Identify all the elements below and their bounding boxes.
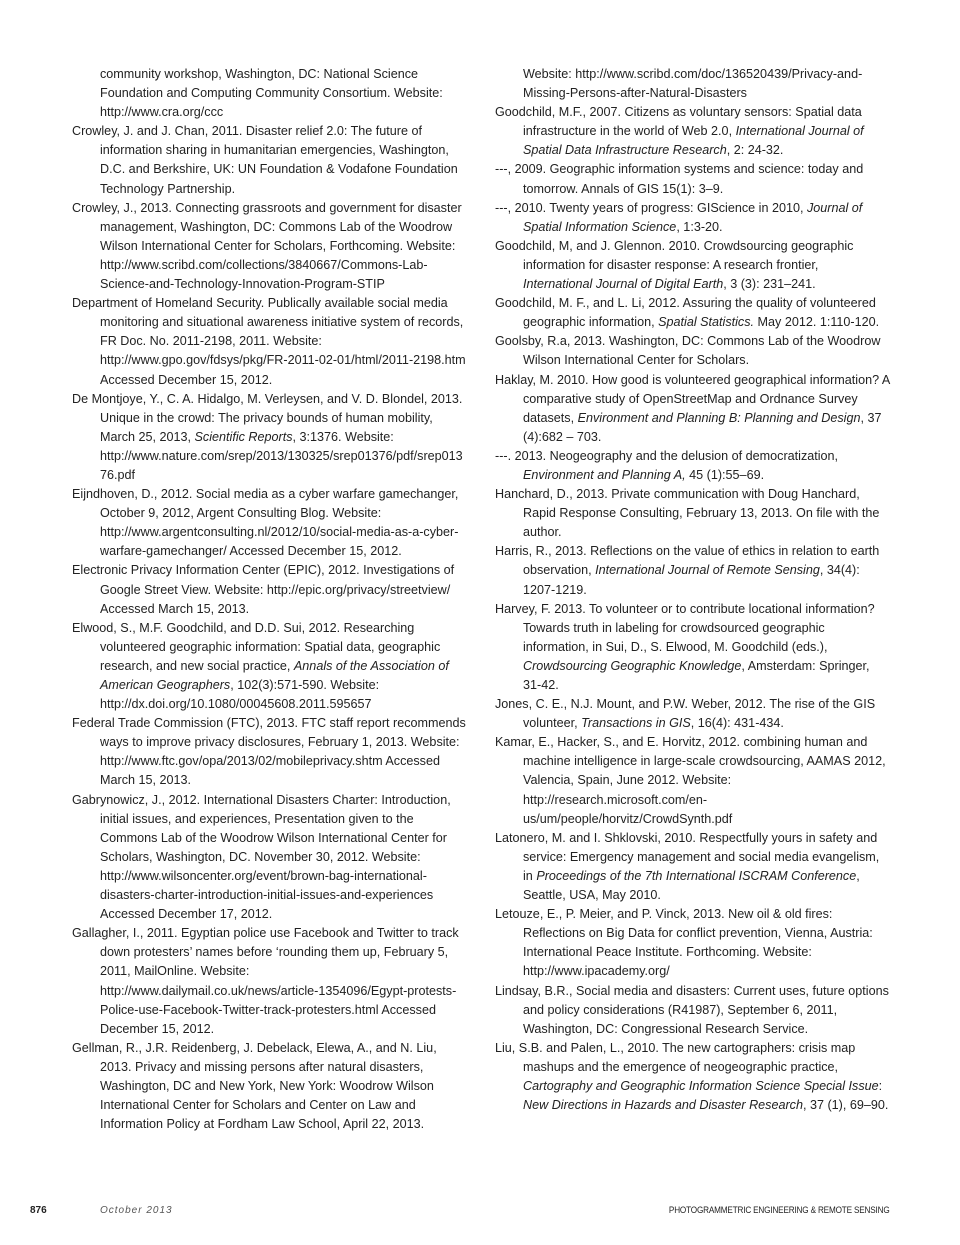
reference-text: Elwood, S., M.F. Goodchild, and D.D. Sui, 2012. Researching volunteered geographic information: Spatial data, geographic research, and new social practice, — [72, 620, 441, 673]
reference-column-right — [495, 65, 891, 1115]
reference-text: Department of Homeland Security. Publically available social media monitoring and situational awareness initiative system of records, FR Doc. No. 2011-2198, 2011. Website: http://www.gpo.gov/fdsys/pkg/FR-2011-02-01/html/2011-2198.htm Accessed December 15, 2012. — [72, 296, 466, 387]
reference-text: community workshop, Washington, DC: National Science Foundation and Computing Community Consortium. Website: http://www.cra.org/ccc — [100, 67, 443, 120]
reference-entry — [495, 829, 891, 905]
reference-title-italic: Spatial Statistics. — [658, 315, 755, 330]
reference-title-italic: Environment and Planning A, — [523, 467, 686, 482]
reference-entry — [72, 561, 468, 618]
reference-title-italic: International Journal of Remote Sensing — [595, 563, 820, 578]
reference-text: Liu, S.B. and Palen, L., 2010. The new cartographers: crisis map mashups and the emergence of neogeographic practice, — [495, 1040, 856, 1074]
reference-title-italic: Crowdsourcing Geographic Knowledge — [523, 658, 742, 673]
reference-entry — [72, 619, 468, 714]
reference-entry — [72, 65, 468, 122]
reference-title-italic: Transactions in GIS — [581, 716, 691, 731]
reference-entry — [72, 714, 468, 790]
reference-entry — [495, 695, 891, 733]
reference-entry — [495, 733, 891, 828]
reference-entry — [72, 199, 468, 294]
reference-text: ---, 2009. Geographic information systems and science: today and tomorrow. Annals of GIS 15(1): 3–9. — [495, 162, 864, 196]
reference-text: Federal Trade Commission (FTC), 2013. FTC staff report recommends ways to improve privacy disclosures, February 1, 2013. Website: http://www.ftc.gov/opa/2013/02/mobileprivacy.shtm Accessed March 15, 2013. — [72, 716, 466, 788]
reference-entry — [495, 65, 891, 103]
reference-text: , 37 (1), 69–90. — [802, 1098, 889, 1113]
reference-text: , 34(4): 1207-1219. — [523, 563, 860, 597]
reference-text: Gallagher, I., 2011. Egyptian police use Facebook and Twitter to track down protesters’ names before ‘rounding them up, February 5, 2011, MailOnline. Website: http://www.dailymail.co.uk/news/article-1354096/Egypt-protests-Police-use-Facebook-Twitter-track-protesters.html Accessed December 15, 2012. — [72, 926, 459, 1036]
reference-text: Latonero, M. and I. Shklovski, 2010. Respectfully yours in safety and service: Emergency management and social media evangelism, in — [495, 830, 880, 883]
reference-entry — [495, 371, 891, 447]
reference-text: Crowley, J. and J. Chan, 2011. Disaster relief 2.0: The future of information sharing in humanitarian emergencies, Washington, D.C. and Berkshire, UK: UN Foundation & Vodafone Foundation Technology Partnership. — [72, 124, 458, 196]
reference-title-italic: Proceedings of the 7th International ISCRAM Conference — [536, 868, 857, 883]
reference-entry — [495, 1039, 891, 1115]
reference-title-italic: International Journal of Spatial Data Infrastructure Research — [523, 124, 864, 158]
reference-text: Harvey, F. 2013. To volunteer or to contribute locational information? Towards truth in labeling for crowdsourced geographic information, in Sui, D., S. Elwood, M. Goodchild (eds.), — [495, 601, 875, 654]
reference-text: Goolsby, R.a, 2013. Washington, DC: Commons Lab of the Woodrow Wilson International Center for Scholars. — [495, 334, 881, 368]
reference-text: Jones, C. E., N.J. Mount, and P.W. Weber, 2012. The rise of the GIS volunteer, — [495, 697, 876, 731]
reference-entry — [495, 485, 891, 542]
reference-text: Harris, R., 2013. Reflections on the value of ethics in relation to earth observation, — [495, 544, 880, 578]
reference-text: Lindsay, B.R., Social media and disasters: Current uses, future options and policy considerations (R41987), September 6, 2011, Washington, DC: Congressional Research Service. — [495, 983, 889, 1036]
reference-entry — [72, 485, 468, 561]
reference-text: , 1:3-20. — [676, 219, 723, 234]
reference-text: Kamar, E., Hacker, S., and E. Horvitz, 2012. combining human and machine intelligence in large-scale crowdsourcing, AAMAS 2012, Valencia, Spain, June 2012. Website: http://research.microsoft.com/en-us/um/people/horvitz/CrowdSynth.pdf — [495, 735, 886, 826]
reference-title-italic: Cartography and Geographic Information Science Special Issue — [523, 1078, 879, 1093]
reference-text: , 2: 24-32. — [726, 143, 784, 158]
reference-title-italic: New Directions in Hazards and Disaster Research — [523, 1098, 803, 1113]
reference-text: 45 (1):55–69. — [685, 467, 765, 482]
reference-entry — [72, 122, 468, 198]
reference-text: Hanchard, D., 2013. Private communication with Doug Hanchard, Rapid Response Consulting, February 13, 2013. On file with the author. — [495, 487, 880, 540]
issue-date: October 2013 — [100, 1205, 173, 1216]
reference-text: ---, 2010. Twenty years of progress: GIScience in 2010, — [495, 200, 807, 215]
reference-text: , 37 (4):682 – 703. — [523, 410, 882, 444]
reference-title-italic: Annals of the Association of American Geographers — [100, 658, 449, 692]
reference-entry — [495, 905, 891, 981]
reference-entry — [495, 982, 891, 1039]
reference-entry — [72, 791, 468, 925]
journal-name: PHOTOGRAMMETRIC ENGINEERING & REMOTE SENSING — [669, 1205, 890, 1216]
reference-entry — [72, 924, 468, 1039]
reference-text: De Montjoye, Y., C. A. Hidalgo, M. Verleysen, and V. D. Blondel, 2013. Unique in the crowd: The privacy bounds of human mobility, March 25, 2013, — [72, 391, 463, 444]
reference-text: Letouze, E., P. Meier, and P. Vinck, 2013. New oil & old fires: Reflections on Big Data for conflict prevention, Vienna, Austria: International Peace Institute. Forthcoming. Website: http://www.ipacademy.org/ — [495, 907, 873, 979]
reference-text: Gellman, R., J.R. Reidenberg, J. Debelack, Elewa, A., and N. Liu, 2013. Privacy and missing persons after natural disasters, Washington, DC and New York, New York: Woodrow Wilson International Center for Scholars and Center on Law and Information Policy at Fordham Law School, April 22, 2013. — [72, 1040, 437, 1132]
reference-entry — [495, 600, 891, 695]
reference-column-left — [72, 65, 468, 1134]
reference-text: Goodchild, M.F., 2007. Citizens as voluntary sensors: Spatial data infrastructure in the world of Web 2.0, — [495, 105, 862, 139]
reference-text: , 16(4): 431-434. — [690, 716, 784, 731]
page-number: 876 — [30, 1205, 47, 1216]
reference-entry — [495, 103, 891, 160]
reference-text: Website: http://www.scribd.com/doc/136520439/Privacy-and-Missing-Persons-after-Natural-Disasters — [523, 67, 863, 101]
reference-entry — [495, 160, 891, 198]
reference-entry — [72, 1039, 468, 1134]
reference-text: : — [878, 1078, 883, 1093]
reference-text: Gabrynowicz, J., 2012. International Disasters Charter: Introduction, initial issues, and experiences, Presentation given to the Commons Lab of the Woodrow Wilson International Center for Scholars, Washington, DC. November 30, 2012. Website: http://www.wilsoncenter.org/event/brown-bag-international-disasters-charter-introduction-initial-issues-and-experiences Accessed December 17, 2012. — [72, 792, 451, 922]
reference-entry — [495, 542, 891, 599]
reference-text: Haklay, M. 2010. How good is volunteered geographical information? A comparative study of OpenStreetMap and Ordnance Survey datasets, — [495, 372, 890, 425]
reference-title-italic: International Journal of Digital Earth — [523, 277, 724, 292]
reference-entry — [495, 199, 891, 237]
reference-entry — [495, 237, 891, 294]
reference-title-italic: Journal of Spatial Information Science — [523, 200, 863, 234]
reference-text: Goodchild, M, and J. Glennon. 2010. Crowdsourcing geographic information for disaster response: A research frontier, — [495, 238, 854, 272]
reference-text: Electronic Privacy Information Center (EPIC), 2012. Investigations of Google Street View. Website: http://epic.org/privacy/streetview/ Accessed March 15, 2013. — [72, 563, 455, 616]
page-footer — [30, 1205, 890, 1221]
reference-text: May 2012. 1:110-120. — [754, 315, 880, 330]
reference-text: Crowley, J., 2013. Connecting grassroots and government for disaster management, Washington, DC: Commons Lab of the Woodrow Wilson International Center for Scholars, Forthcoming. Website: http://www.scribd.com/collections/3840667/Commons-Lab-Science-and-Technology-Innovation-Program-STIP — [72, 200, 462, 292]
reference-text: , 102(3):571-590. Website: http://dx.doi.org/10.1080/00045608.2011.595657 — [100, 678, 380, 712]
reference-text: ---. 2013. Neogeography and the delusion of democratization, — [495, 448, 839, 463]
reference-text: , 3:1376. Website: http://www.nature.com/srep/2013/130325/srep01376/pdf/srep01376.pdf — [100, 429, 463, 482]
reference-text: Eijndhoven, D., 2012. Social media as a cyber warfare gamechanger, October 9, 2012, Argent Consulting Blog. Website: http://www.argentconsulting.nl/2012/10/social-media-as-a-cyber-warfare-gamechanger/ Accessed December 15, 2012. — [72, 487, 459, 559]
reference-title-italic: Environment and Planning B: Planning and Design — [577, 410, 861, 425]
reference-entry — [495, 447, 891, 485]
reference-entry — [72, 294, 468, 389]
reference-title-italic: Scientific Reports — [194, 429, 293, 444]
reference-entry — [495, 294, 891, 332]
reference-text: Goodchild, M. F., and L. Li, 2012. Assuring the quality of volunteered geographic information, — [495, 296, 876, 330]
reference-text: , Amsterdam: Springer, 31-42. — [523, 658, 870, 692]
reference-text: , 3 (3): 231–241. — [723, 277, 816, 292]
reference-entry — [495, 332, 891, 370]
reference-text: , Seattle, USA, May 2010. — [523, 868, 860, 903]
reference-entry — [72, 390, 468, 485]
